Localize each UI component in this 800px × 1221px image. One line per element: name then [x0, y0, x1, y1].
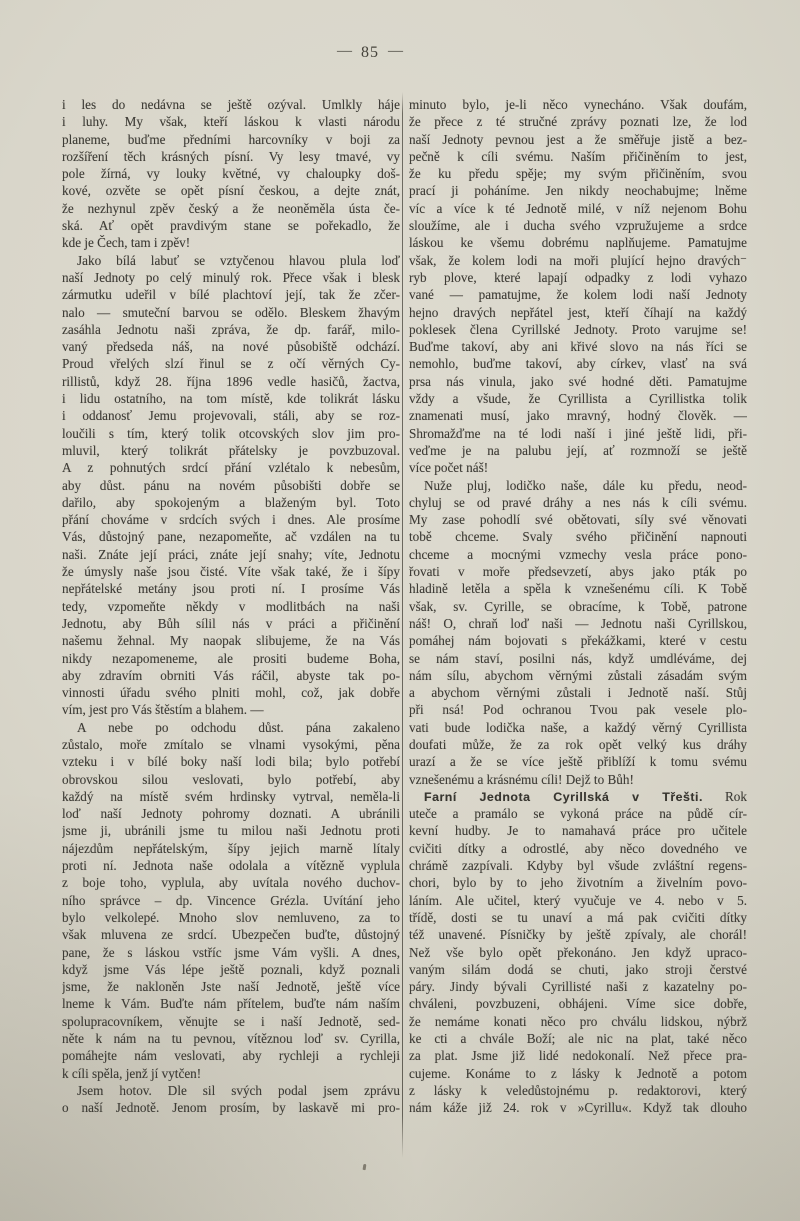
text-line: hladině letěla a spěla k vznešenému cíli. K Tobě: [409, 581, 747, 597]
text-line: My zase pohodlí své obětovati, síly své věnovati: [409, 512, 747, 528]
text-line: dařilo, aby spokojeným a blaženým byl. Toto: [62, 494, 400, 510]
text-line: jsme, že nakloněn Jste naší Jednotě, ještě více: [62, 979, 400, 995]
text-line: vaným silám dodá se chuti, jako stroji čerstvé: [409, 961, 747, 977]
text-line: víc a více k té Jednotě milé, v níž nejenom Bohu: [409, 200, 747, 216]
text-line: obrovskou silou veslovati, bylo potřebí, aby: [62, 771, 400, 787]
text-line: poklesek člena Cyrillské Jednoty. Proto varujme se!: [409, 321, 747, 337]
text-line: chceme a mocnými vzmechy vesla práce pono-: [409, 546, 747, 562]
text-line: cujeme. Konáme to z lásky k Jednotě a potom: [409, 1065, 747, 1081]
text-line: přání chováme v srdcích svých i dnes. Ale prosíme: [62, 512, 400, 528]
text-line: Jednotu, aby Bůh sílil nás v práci a přičinění: [62, 615, 400, 631]
text-line: cvičiti dítky a odrostlé, aby něco dovedného ve: [409, 840, 747, 856]
text-line: pane, že s láskou vstříc jsme Vám vyšli. A dnes,: [62, 944, 400, 960]
text-line: vati bude lodička naše, a každý věrný Cyrillista: [409, 719, 747, 735]
text-line: že úmysly naše jsou čisté. Víte však také, že i šípy: [62, 564, 400, 580]
text-line: nemohlo, buďme takoví, aby církev, vlasť na svá: [409, 356, 747, 372]
text-line: i oddanosť Jemu projevovali, stáli, aby se roz-: [62, 408, 400, 424]
text-line: chyluj se od pravé dráhy a nes nás k cíli svému.: [409, 494, 747, 510]
text-line: aby zdravím obrniti Vás ráčil, abyste tak po-: [62, 667, 400, 683]
text-line: Proud vřelých slzí řinul se z očí věrných Cy-: [62, 356, 400, 372]
text-line: při nsá! Pod ochranou Tvou pak vesele plo-: [409, 702, 747, 718]
text-line: loučili s tím, který tolik otcovských slov jim pro-: [62, 425, 400, 441]
text-line: z boje toho, vyplula, aby uvítala nového duchov-: [62, 875, 400, 891]
text-line: A nebe po odchodu důst. pána zakaleno: [77, 719, 400, 735]
text-line: lneme k Vám. Buďte nám přítelem, buďte nám naším: [62, 996, 400, 1012]
text-line: třídě, dosti se tu unaví a má pak cvičiti dítky: [409, 909, 747, 925]
text-line: nalo — smuteční barvou se odělo. Bleskem žhavým: [62, 304, 400, 320]
text-line: pomáhej nám bojovati s překážkami, které v cestu: [409, 633, 747, 649]
text-line: Jsem hotov. Dle sil svých podal jsem zprávu: [77, 1082, 400, 1098]
text-line: proti ní. Jednota naše odolala a vítězně vyplula: [62, 858, 400, 874]
text-line: prací ji poháníme. Jen nikdy neochabujme; lněme: [409, 183, 747, 199]
text-line: pole žírná, vy louky květné, vy chaloupky doš-: [62, 166, 400, 182]
text-line: se nám staví, posilni nás, když umdléváme, dej: [409, 650, 747, 666]
text-line: též unavené. Písničky by ještě zpívaly, ale chorál!: [409, 927, 747, 943]
column-divider: [402, 92, 403, 1158]
text-line: i luhy. My však, kteří láskou k vlasti národu: [62, 114, 400, 130]
text-line: hejno dravých nepřátel jest, kteří číhají na každý: [409, 304, 747, 320]
text-line: kde je Čech, tam i zpěv!: [62, 235, 191, 251]
text-line: o naší Jednotě. Jenom prosím, by laskavě mi pro-: [62, 1100, 400, 1116]
text-line: rillistů, když 28. října 1896 vedle hasičů, žactva,: [62, 373, 400, 389]
text-line: vaný předseda náš, na nové působiště odchází.: [62, 339, 400, 355]
text-line: však, sv. Cyrille, se obracíme, k Tobě, patrone: [409, 598, 747, 614]
text-line: za plat. Jsme již lidé nedokonalí. Než přece pra-: [409, 1048, 747, 1064]
text-line: naši. Znáte její práci, znáte její snahy; víte, Jednotu: [62, 546, 400, 562]
text-line: sloužíme, ale i ducha svého vzpružujeme a srdce: [409, 218, 747, 234]
text-line: však, že kolem lodi na moři plující hejno dravých⁻: [409, 252, 747, 268]
page-number-value: 85: [361, 44, 379, 61]
text-line: k cíli spěla, jenž jí vytčen!: [62, 1065, 202, 1081]
text-line: vzteku i v bílé boky naší lodi bila; bylo potřebí: [62, 754, 400, 770]
text-line: že přece z té stručné zprávy poznati lze, že lod: [409, 114, 747, 130]
text-line: naší Jednoty po celý minulý rok. Přece však i blesk: [62, 269, 400, 285]
text-line: nám sílu, abychom věrnými zůstali zásadám svým: [409, 667, 747, 683]
text-line: Shromažďme na té lodi naší i jiné ještě lidi, při-: [409, 425, 747, 441]
text-line: že nezhynul zpěv český a že neoněměla ústa če-: [62, 200, 400, 216]
text-line: Jako bílá labuť se vztyčenou hlavou plula loď: [77, 252, 400, 268]
text-line: chrámě zazpívali. Kdyby byl všude zvláštní regens-: [409, 858, 747, 874]
text-line: však mluvena ze srdcí. Ubezpečen buďte, důstojný: [62, 927, 400, 943]
text-line: nikdy nezapomeneme, ale prositi budeme Boha,: [62, 650, 400, 666]
text-line: Vás, důstojný pane, nezapomeňte, ač vzdálen na tu: [62, 529, 400, 545]
text-line: nepřátelské metány jsou proti ní. I prosíme Vás: [62, 581, 400, 597]
text-line: ke cti a chvále Boží; ale nic na plat, také něco: [409, 1031, 747, 1047]
text-line: pomáhejte nám veslovati, aby rychleji a rychleji: [62, 1048, 400, 1064]
text-line: chváleni, povzbuzeni, obhájeni. Víme sice dobře,: [409, 996, 747, 1012]
article-heading: Farní Jednota Cyrillská v Třešti.: [424, 789, 703, 804]
text-line: naší Jednoty pevnou jest a že směřuje jistě a bez-: [409, 131, 747, 147]
text-line: rozšíření těch krásných písní. Vy lesy tmavé, vy: [62, 148, 400, 164]
text-line: nám káže již 24. rok v »Cyrillu«. Když tak dlouho: [409, 1100, 747, 1116]
text-line: Nuže pluj, lodičko naše, dále ku předu, neod-: [424, 477, 747, 493]
text-line: Buďme takoví, aby ani křivé slovo na nás říci se: [409, 339, 747, 355]
text-line: prsa nás vinula, jako své hodné děti. Pamatujme: [409, 373, 747, 389]
text-line: jsme ji, ubránili jsme tu milou naši Jednotu proti: [62, 823, 400, 839]
text-line: aby důst. pánu na novém působišti dobře se: [62, 477, 400, 493]
text-line: že nemáme konati něco pro chválu lidskou, nýbrž: [409, 1013, 747, 1029]
text-line: zármutku udeřil v bílé plachtoví její, tak že zčer-: [62, 287, 400, 303]
text-line: urazí a že se více ještě přiblíží k tomu svému: [409, 754, 747, 770]
right-column: [409, 96, 747, 1117]
text-line: Farní Jednota Cyrillská v Třešti. Rok: [424, 788, 747, 804]
text-line: minuto bylo, je-li něco vynecháno. Však doufám,: [409, 97, 747, 112]
page-number-dash-left: —: [337, 43, 352, 59]
text-line: láním. Ale učitel, který vyučuje ve 4. nebo v 5.: [409, 892, 747, 908]
text-line: zůstalo, moře zmítalo se vlnami vysokými, pěna: [62, 736, 400, 752]
text-line: našemu žehnal. My naopak slibujeme, že na Vás: [62, 633, 400, 649]
text-line: uteče a pramálo se vykoná práce na půdě cír-: [409, 806, 747, 822]
text-line: ryb plove, které lapají odpadky z lodi vyhazo: [409, 269, 747, 285]
text-line: tedy, vzpomeňte někdy v modlitbách na naši: [62, 598, 400, 614]
text-line: chori, bylo by to jeho životním a živelním povo-: [409, 875, 747, 891]
text-line: páry. Jindy bývali Cyrillisté naši z kazatelny po-: [409, 979, 747, 995]
text-line: bylo velkolepé. Mnoho slov nemluveno, za to: [62, 909, 400, 925]
text-line: z lásky k veledůstojnému p. redaktorovi, který: [409, 1082, 747, 1098]
text-line: pečně k cíli svému. Naším přičiněním to jest,: [409, 148, 747, 164]
text-line: vané — pamatujme, že kolem lodi naší Jednoty: [409, 287, 747, 303]
text-line: veďme je na palubu její, ať rozmnoží se ještě: [409, 442, 747, 458]
text-line: vím, jest pro Vás štěstím a blahem. —: [62, 702, 264, 718]
text-line: doufati může, že za rok opět velký kus dráhy: [409, 736, 747, 752]
text-line: láskou ke všemu dobrému naplňujeme. Pamatujme: [409, 235, 747, 251]
text-line: tobě chceme. Svaly svého přičinění napnouti: [409, 529, 747, 545]
text-line: ská. Ať opět pravdivým stane se pořekadlo, že: [62, 218, 400, 234]
text-line: každý na místě svém hrdinsky vytrval, neměla-li: [62, 788, 400, 804]
text-line: vinnosti úřadu svého plniti mohl, což, jak dobře: [62, 685, 400, 701]
text-line: spolupracovníkem, věnujte se i naší Jednotě, sed-: [62, 1013, 400, 1029]
text-line: i lidu ostatního, na tom místě, kde tolikrát lásku: [62, 391, 400, 407]
text-line: nájezdům nepřátelským, šípy jejich marně lítaly: [62, 840, 400, 856]
text-line: znamenati musí, jako mravný, hodný člověk. —: [409, 408, 747, 424]
text-line: vznešenému a krásnému cíli! Dejž to Bůh!: [409, 771, 634, 787]
ink-speck: [363, 1164, 367, 1170]
text-line: kové, ozvěte se opět písní českou, a dejte znát,: [62, 183, 400, 199]
text-line: a abychom věrnými zůstali i Jednotě naší. Stůj: [409, 685, 747, 701]
text-line: mluvil, který tolikrát přátelsky je povzbuzoval.: [62, 442, 400, 458]
text-line: ního správce – dp. Vincence Grézla. Uvítání jeho: [62, 892, 400, 908]
page-number: [300, 44, 440, 62]
text-line: řovati v moře předsevzetí, abys jako pták po: [409, 564, 747, 580]
text-line: kevní hudby. Je to namahavá práce pro učitele: [409, 823, 747, 839]
text-line: když jsme Vás lépe ještě poznali, když poznali: [62, 961, 400, 977]
page-number-dash-right: —: [388, 43, 403, 59]
text-line: něte k nám na tu pevnou, vítěznou loď sv. Cyrilla,: [62, 1031, 400, 1047]
text-line: loď naší Jednoty pohromy doznati. A ubránili: [62, 806, 400, 822]
text-line: planeme, buďme předními harcovníky v boji za: [62, 131, 400, 147]
text-line: Než vše bylo opět překonáno. Jen když upraco-: [409, 944, 747, 960]
text-line: i les do nedávna se ještě ozýval. Umlkly háje: [62, 97, 400, 112]
text-line: vždy a všude, že Cyrillista a Cyrillistka tolik: [409, 391, 747, 407]
text-line: zasáhla Jednotu naši zpráva, že dp. farář, milo-: [62, 321, 400, 337]
text-line: více počet náš!: [409, 460, 489, 476]
text-line: A z pohnutých srdcí přání vzlétalo k nebesům,: [62, 460, 400, 476]
text-line: že ku předu spěje; my svým přičiněním, svou: [409, 166, 747, 182]
left-column: [62, 96, 400, 1117]
text-line: náš! O, chraň loď naši — Jednotu naši Cyrillskou,: [409, 615, 747, 631]
